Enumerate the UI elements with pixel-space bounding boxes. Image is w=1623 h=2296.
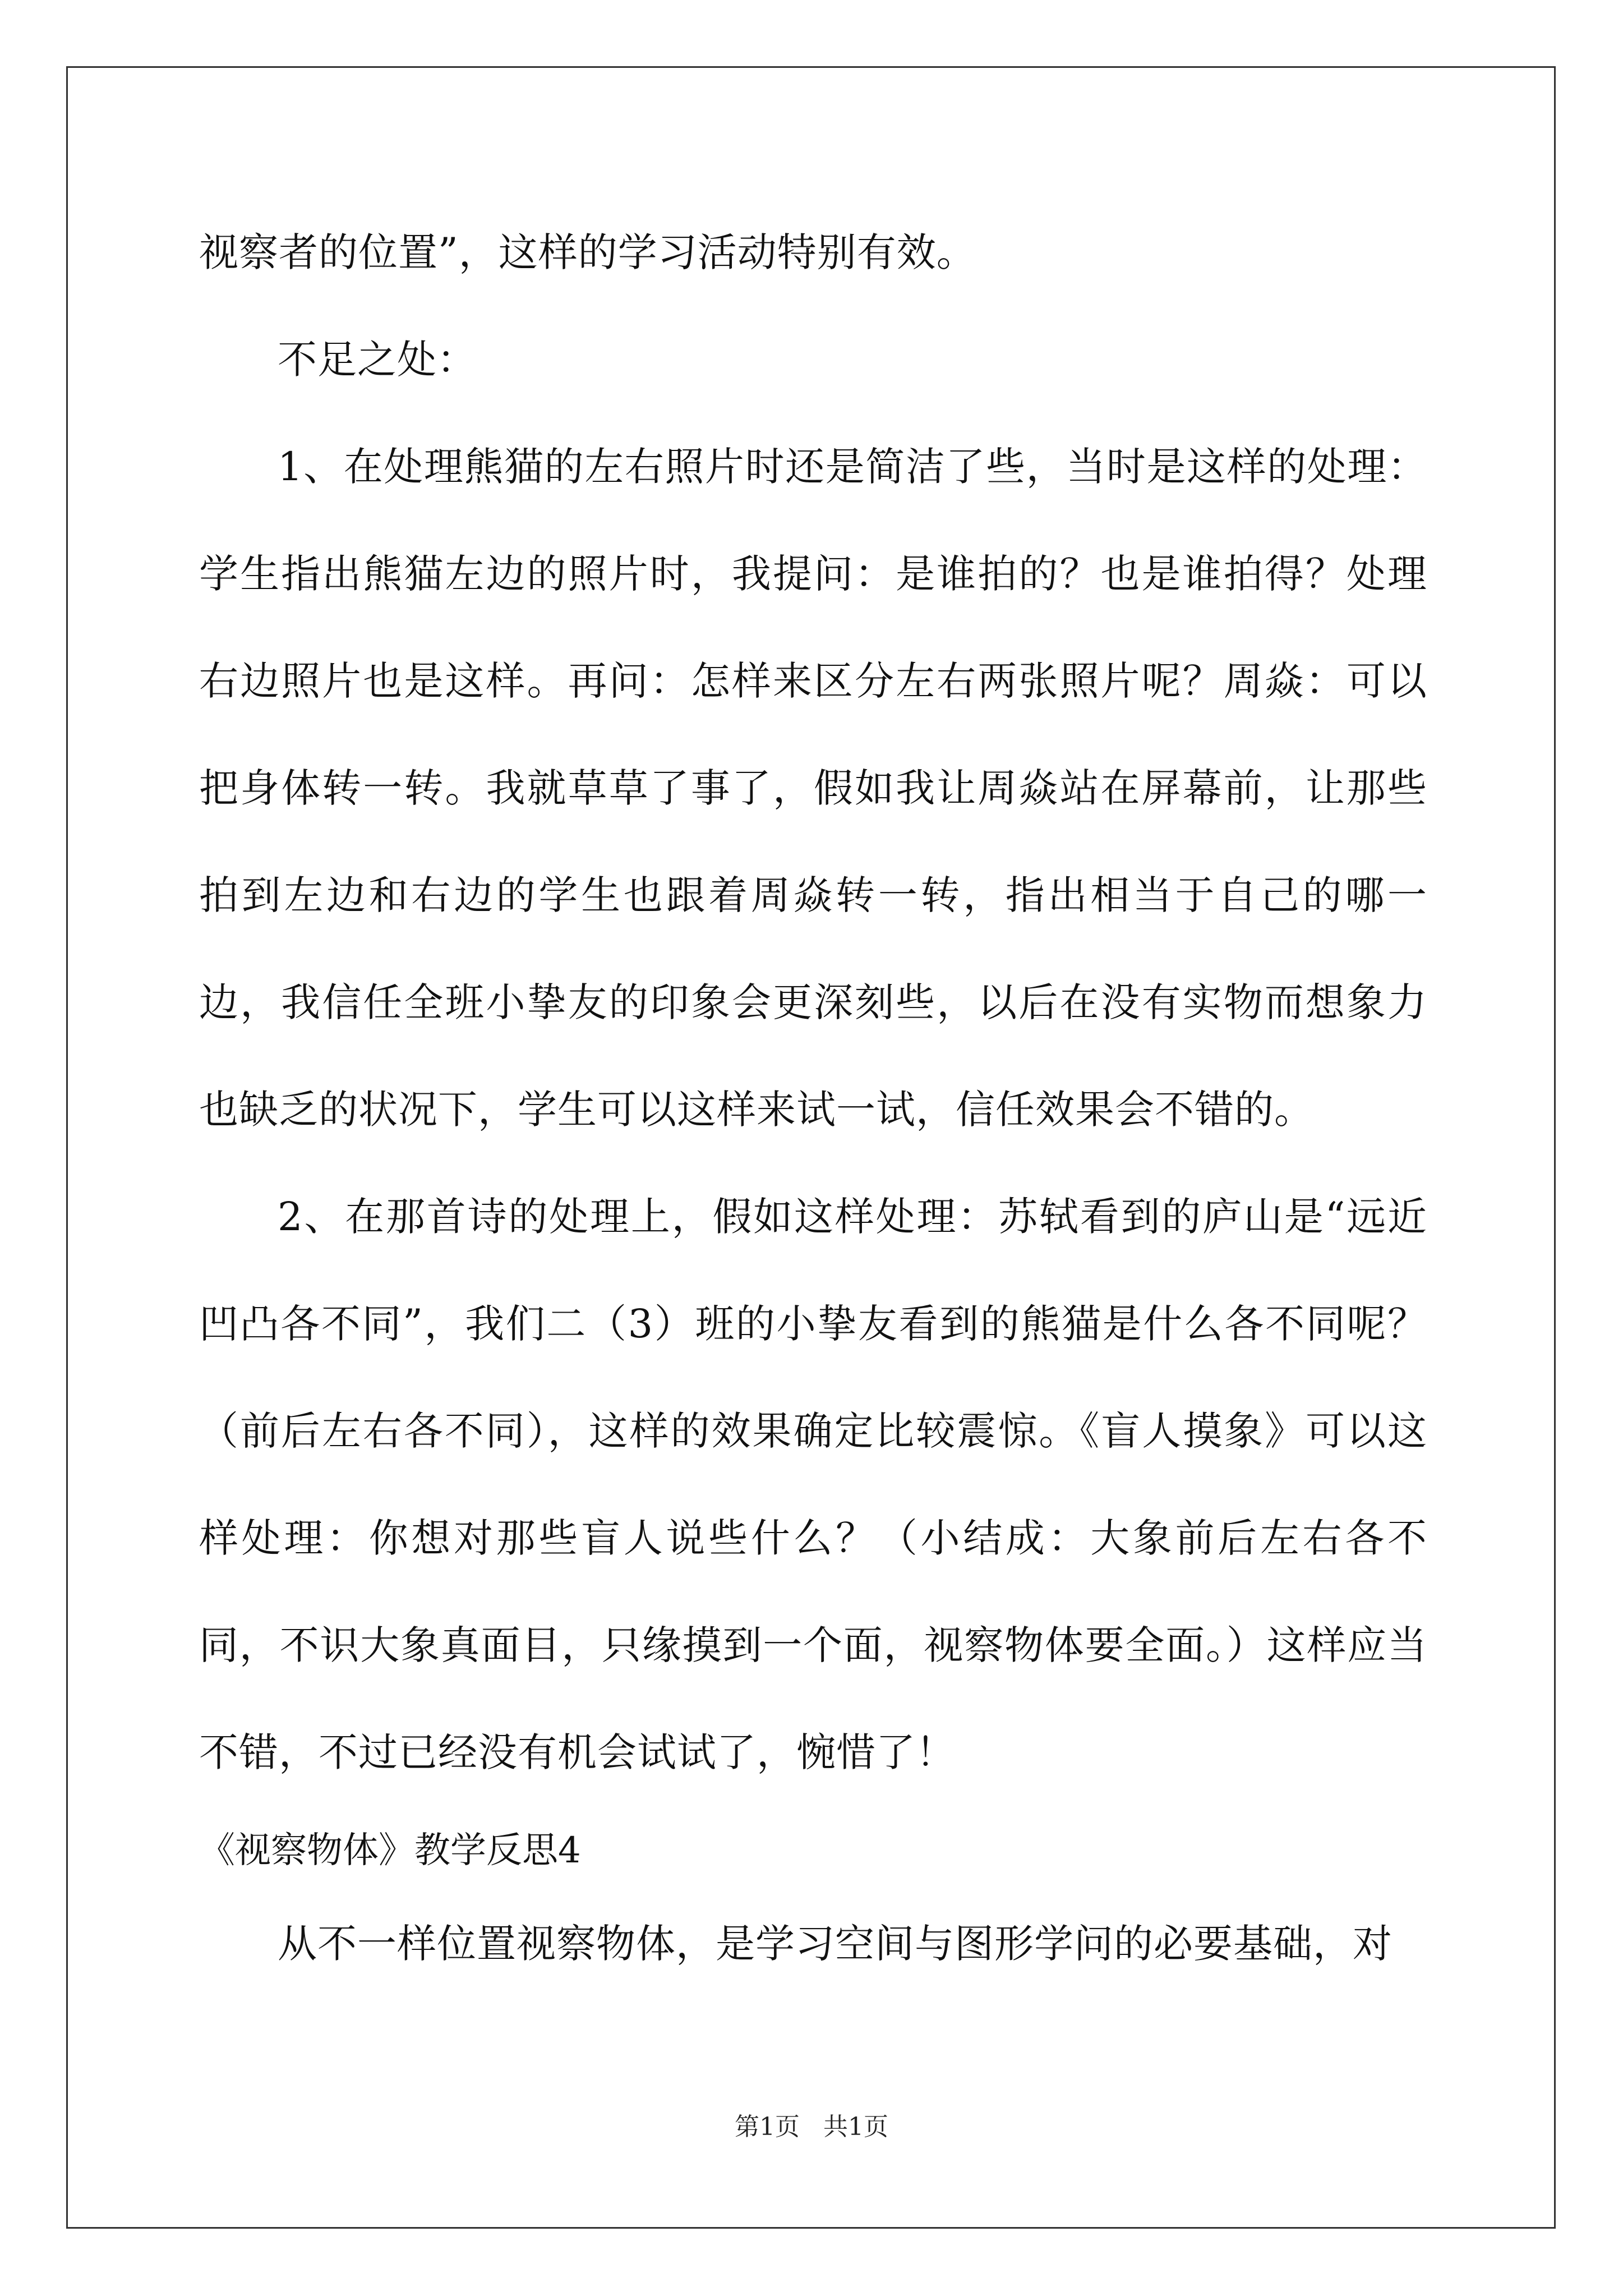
section-heading: 《视察物体》教学反思4 <box>199 1830 581 1871</box>
paragraph-continuation: 视察者的位置”，这样的学习活动特别有效。 <box>199 229 976 275</box>
paragraph-point-1: 1、在处理熊猫的左右照片时还是简洁了些，当时是这样的处理：学生指出熊猫左边的照片时，我提问：是谁拍的？也是谁拍得？处理右边照片也是这样。再问：怎样来区分左右两张照片呢？周焱：可以把身体转一转。我就草草了事了，假如我让周焱站在屏幕前，让那些拍到左边和右边的学生也跟着周焱转一转，指出相当于自己的哪一边，我信任全班小挚友的印象会更深刻些，以后在没有实物而想象力也缺乏的状况下，学生可以这样来试一试，信任效果会不错的。 <box>199 444 1427 1133</box>
document-body <box>199 199 1427 1998</box>
page-footer: 第1页 共1页 <box>735 2113 888 2141</box>
paragraph-section-intro: 从不一样位置视察物体，是学习空间与图形学问的必要基础，对 <box>278 1921 1393 1967</box>
paragraph-point-2: 2、在那首诗的处理上，假如这样处理：苏轼看到的庐山是“远近凹凸各不同”，我们二（3）班的小挚友看到的熊猫是什么各不同呢？（前后左右各不同），这样的效果确定比较震惊。《盲人摸象》可以这样处理：你想对那些盲人说些什么？（小结成：大象前后左右各不同，不识大象真面目，只缘摸到一个面，视察物体要全面。）这样应当不错，不过已经没有机会试试了，惋惜了！ <box>199 1194 1427 1775</box>
paragraph-shortcomings-label: 不足之处： <box>278 337 477 383</box>
